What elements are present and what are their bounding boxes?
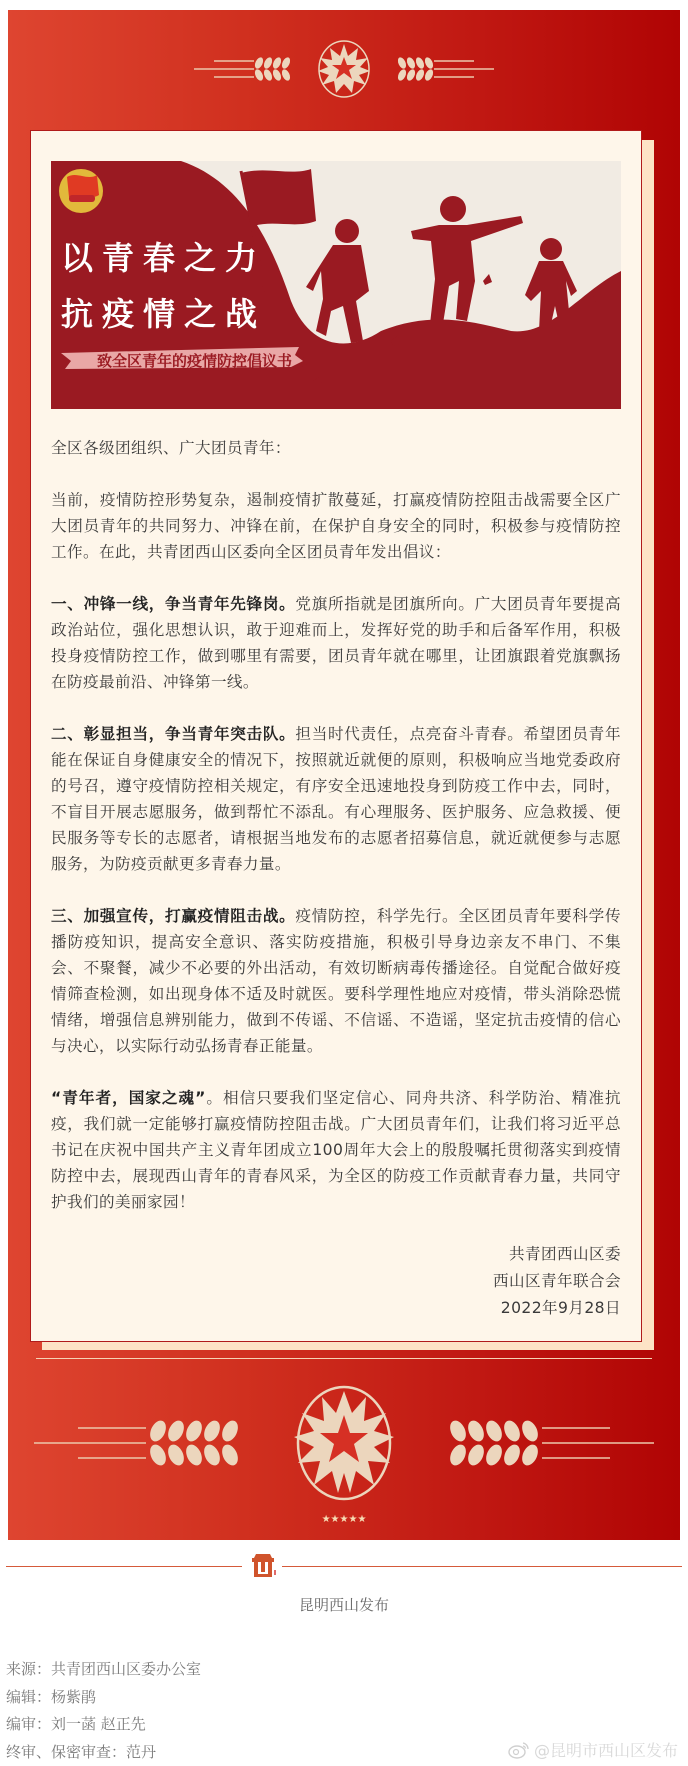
archway-icon bbox=[248, 1550, 278, 1580]
brand-name: 昆明西山发布 bbox=[298, 1596, 389, 1614]
top-emblem bbox=[8, 40, 680, 110]
star-wheat-emblem-icon bbox=[194, 40, 494, 100]
bottom-emblem bbox=[8, 1385, 680, 1505]
section-heading: 三、加强宣传，打赢疫情阻击战。 bbox=[51, 907, 296, 925]
letter-body bbox=[51, 435, 621, 1322]
banner-title-line2: 抗疫情之战 bbox=[61, 295, 267, 333]
section-body: 疫情防控，科学先行。全区团员青年要科学传播防疫知识，提高安全意识、落实防疫措施，积极引导身边亲友不串门、不集会、不聚餐，减少不必要的外出活动，有效切断病毒传播途径。自觉配合做好疫情筛查检测，如出现身体不适及时就医。要科学理性地应对疫情，带头消除恐慌情绪，增强信息辨别能力，做到不传谣、不信谣、不造谣，坚定抗击疫情的信心与决心，以实际行动弘扬青春正能量。 bbox=[51, 907, 621, 1055]
section-paragraph bbox=[51, 903, 621, 1059]
banner-subtitle: 致全区青年的疫情防控倡议书 bbox=[97, 352, 293, 370]
section-paragraph bbox=[51, 591, 621, 695]
signature-block bbox=[51, 1241, 621, 1322]
banner-illustration bbox=[51, 161, 621, 409]
banner-title-line1: 以青春之力 bbox=[61, 239, 267, 277]
weibo-icon bbox=[508, 1741, 530, 1759]
salutation: 全区各级团组织、广大团员青年： bbox=[51, 439, 291, 457]
section-paragraph bbox=[51, 721, 621, 877]
star-wheat-emblem-icon bbox=[34, 1385, 654, 1505]
credit-final-review: 终审、保密审查：范丹 bbox=[6, 1742, 157, 1761]
credit-reviewer: 编审：刘一菡 赵正先 bbox=[6, 1715, 146, 1733]
credit-editor: 编辑：杨紫鹃 bbox=[6, 1687, 97, 1706]
signature-date: 2022年9月28日 bbox=[500, 1299, 621, 1317]
section-body: 担当时代责任，点亮奋斗青春。希望团员青年能在保证自身健康安全的情况下，按照就近就便的原则，积极响应当地党委政府的号召，遵守疫情防控相关规定，有序安全迅速地投身到防疫工作中去，同时，不盲目开展志愿服务，做到帮忙不添乱。有心理服务、医护服务、应急救援、便民服务等专长的志愿者，请根据当地发布的志愿者招募信息，就近就便参与志愿服务，为防疫贡献更多青春力量。 bbox=[51, 725, 621, 873]
divider-right bbox=[282, 1566, 682, 1567]
section-heading: 一、冲锋一线，争当青年先锋岗。 bbox=[51, 595, 296, 613]
section-heading: 二、彰显担当，争当青年突击队。 bbox=[51, 725, 296, 743]
credits bbox=[6, 1656, 201, 1766]
five-stars-decoration: ★★★★★ bbox=[321, 1514, 367, 1525]
banner-image bbox=[51, 161, 621, 409]
closing-paragraph bbox=[51, 1085, 621, 1215]
poster-frame bbox=[8, 10, 680, 1540]
letter-card bbox=[30, 130, 642, 1342]
signature-org2: 西山区青年联合会 bbox=[493, 1272, 621, 1290]
divider bbox=[36, 1358, 652, 1359]
credit-source: 来源：共青团西山区委办公室 bbox=[6, 1660, 202, 1678]
watermark-text: @昆明市西山区发布 bbox=[533, 1741, 678, 1760]
weibo-watermark bbox=[508, 1738, 678, 1761]
communist-youth-league-badge-icon bbox=[59, 169, 103, 213]
section-body: 党旗所指就是团旗所向。广大团员青年要提高政治站位，强化思想认识，敢于迎难而上，发挥好党的助手和后备军作用，积极投身疫情防控工作，做到哪里有需要，团员青年就在哪里，让团旗跟着党旗飘扬在防疫最前沿、冲锋第一线。 bbox=[51, 595, 621, 691]
signature-org1: 共青团西山区委 bbox=[509, 1245, 621, 1263]
intro-paragraph: 当前，疫情防控形势复杂，遏制疫情扩散蔓延，打赢疫情防控阻击战需要全区广大团员青年的共同努力、冲锋在前，在保护自身安全的同时，积极参与疫情防控工作。在此，共青团西山区委向全区团员青年发出倡议： bbox=[51, 491, 621, 561]
divider-left bbox=[6, 1566, 242, 1567]
closing-quote: “青年者，国家之魂” bbox=[51, 1089, 206, 1107]
brand-footer bbox=[0, 1548, 688, 1614]
closing-body: 。相信只要我们坚定信心、同舟共济、科学防治、精准抗疫，我们就一定能够打赢疫情防控阻击战。广大团员青年们，让我们将习近平总书记在庆祝中国共产主义青年团成立100周年大会上的殷殷嘱托贯彻落实到疫情防控中去，展现西山青年的青春风采，为全区的防疫工作贡献青春力量，共同守护我们的美丽家园！ bbox=[51, 1089, 621, 1211]
